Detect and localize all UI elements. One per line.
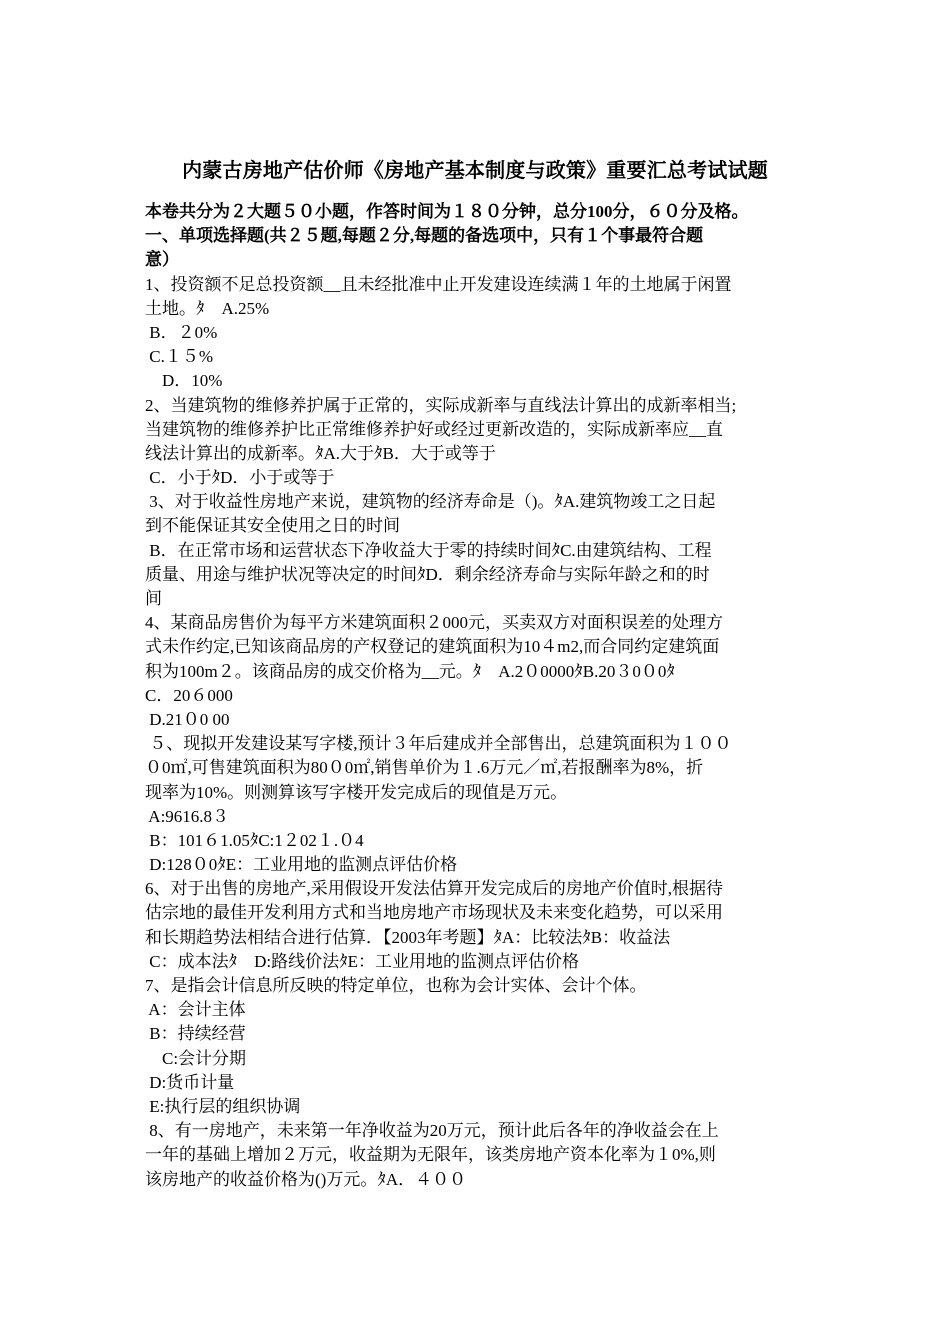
text-line: 本卷共分为２大题５０小题，作答时间为１８０分钟，总分100分，６０分及格。	[145, 202, 749, 221]
text-line: B．２0%	[145, 322, 218, 342]
text-line: E:执行层的组织协调	[145, 1096, 301, 1116]
text-line: ５、现拟开发建设某写字楼,预计３年后建成并全部售出，总建筑面积为１００	[145, 734, 732, 754]
text-line: 质量、用途与维护状况等决定的时间ﾀD．剩余经济寿命与实际年龄之和的时	[145, 564, 710, 584]
text-line: 4、某商品房售价为每平方米建筑面积２000元，买卖双方对面积误差的处理方	[145, 613, 723, 633]
text-line: A:9616.8３	[145, 806, 230, 826]
text-line: 现率为10%。则测算该写字楼开发完成后的现值是万元。	[145, 782, 568, 802]
text-line: 线法计算出的成新率。ﾀA.大于ﾀB．大于或等于	[145, 443, 496, 463]
text-line: 式未作约定,已知该商品房的产权登记的建筑面积为10４m2,而合同约定建筑面	[145, 637, 720, 657]
text-line: 1、投资额不足总投资额__且未经批准中止开发建设连续满１年的土地属于闲置	[145, 274, 732, 294]
text-line: C．20６000	[145, 685, 233, 705]
document-body	[145, 200, 815, 1192]
text-line: 意）	[145, 250, 179, 270]
text-line: C．小于ﾀD．小于或等于	[145, 468, 335, 488]
text-line: D．10%	[145, 371, 223, 391]
text-line: D:货币计量	[145, 1072, 235, 1092]
text-line: D.21０0 00	[145, 709, 230, 729]
text-line: 积为100m２。该商品房的成交价格为__元。ﾀ A.2０0000ﾀB.20３0０0ﾀ	[145, 661, 675, 681]
text-line: C：成本法ﾀ D:路线价法ﾀE：工业用地的监测点评估价格	[145, 951, 579, 971]
text-line: 该房地产的收益价格为()万元。ﾀA．４００	[145, 1169, 467, 1189]
text-line: 到不能保证其安全使用之日的时间	[145, 516, 400, 536]
text-line: 7、是指会计信息所反映的特定单位，也称为会计实体、会计个体。	[145, 976, 647, 995]
text-line: 8、有一房地产，未来第一年净收益为20万元，预计此后各年的净收益会在上	[145, 1121, 719, 1141]
text-line: 3、对于收益性房地产来说，建筑物的经济寿命是（)。ﾀA.建筑物竣工之日起	[145, 492, 716, 512]
text-line: 土地。ﾀ A.25%	[145, 298, 270, 318]
text-line: B．在正常市场和运营状态下净收益大于零的持续时间ﾀC.由建筑结构、工程	[145, 540, 712, 560]
text-line: C.１５%	[145, 347, 213, 367]
text-line: B：101６1.05ﾀC:1２02１.０4	[145, 830, 364, 850]
text-line: 6、对于出售的房地产,采用假设开发法估算开发完成后的房地产价值时,根据待	[145, 879, 723, 899]
text-line: D:128０0ﾀE：工业用地的监测点评估价格	[145, 855, 458, 875]
text-line: 当建筑物的维修养护比正常维修养护好或经过更新改造的，实际成新率应__直	[145, 419, 723, 439]
text-line: 2、当建筑物的维修养护属于正常的，实际成新率与直线法计算出的成新率相当;	[145, 395, 737, 415]
text-line: B：持续经营	[145, 1024, 246, 1044]
text-line: C:会计分期	[145, 1048, 247, 1068]
text-line: ０0㎡,可售建筑面积为80０0㎡,销售单价为１.6万元／㎡,若报酬率为8%，折	[145, 758, 704, 778]
document-title: 内蒙古房地产估价师《房地产基本制度与政策》重要汇总考试试题	[182, 160, 768, 182]
text-line: 一、单项选择题(共２５题,每题２分,每题的备选项中，只有１个事最符合题	[145, 226, 704, 246]
text-line: 间	[145, 589, 162, 608]
text-line: 估宗地的最佳开发利用方式和当地房地产市场现状及未来变化趋势，可以采用	[145, 903, 723, 923]
text-line: 和长期趋势法相结合进行估算．【2003年考题】ﾀA：比较法ﾀB：收益法	[145, 927, 671, 947]
text-line: A：会计主体	[145, 1000, 246, 1020]
text-line: 一年的基础上增加２万元，收益期为无限年，该类房地产资本化率为１0%,则	[145, 1145, 716, 1165]
